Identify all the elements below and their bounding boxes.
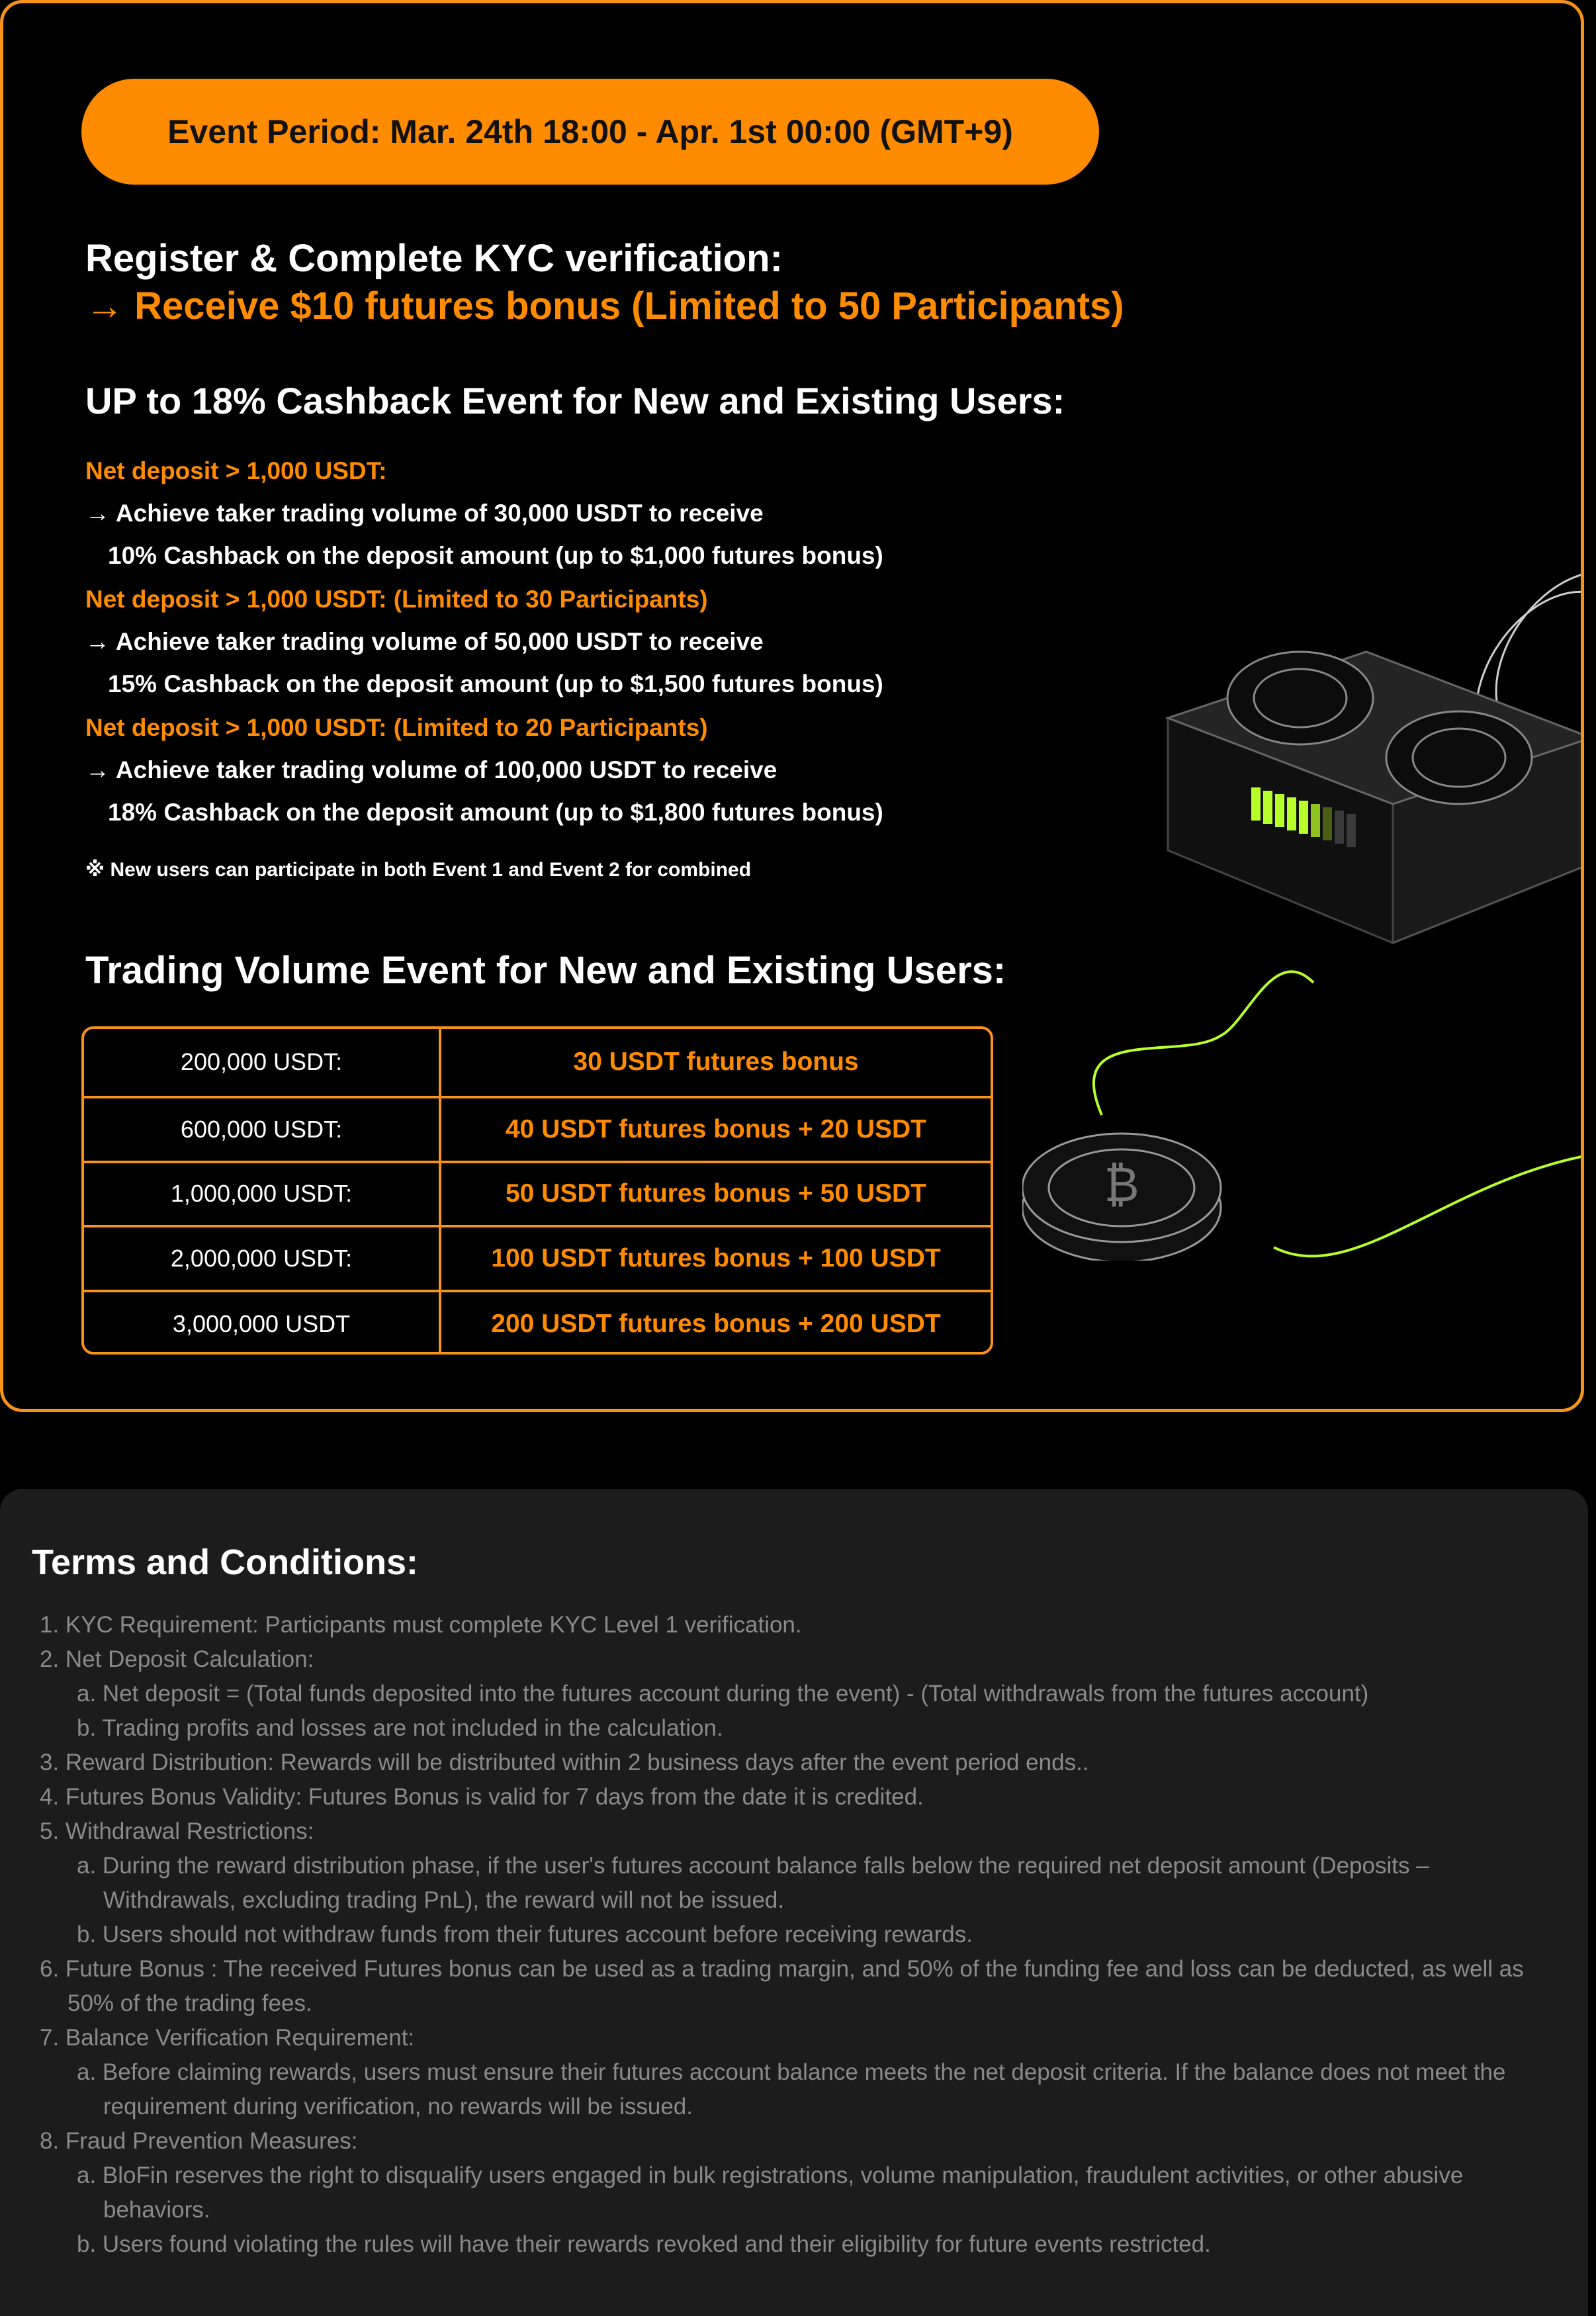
terms-line: a. BloFin reserves the right to disqualify users engaged in bulk registrations, volume manipulation, fraudulent activities, or other abusive [77,2162,1464,2188]
terms-line: 50% of the trading fees. [67,1990,312,2016]
volume-cell: 200,000 USDT: [84,1029,441,1096]
table-row [84,1098,991,1163]
device-body [1168,652,1584,943]
terms-line: 3. Reward Distribution: Rewards will be distributed within 2 business days after the event period ends.. [40,1750,1089,1775]
table-row [84,1292,991,1355]
terms-line: 6. Future Bonus : The received Futures bonus can be used as a trading margin, and 50% of the funding fee and loss can be deducted, as well as [40,1956,1524,1982]
terms-title: Terms and Conditions: [32,1542,419,1582]
tier-3-line2: 18% Cashback on the deposit amount (up to $1,800 futures bonus) [108,799,883,826]
terms-line: behaviors. [103,2197,210,2223]
volume-cell: 3,000,000 USDT [84,1292,441,1355]
tier-3-condition: Net deposit > 1,000 USDT: (Limited to 20 Participants) [85,714,708,741]
tier-3-line1: → Achieve taker trading volume of 100,000 USDT to receive [85,756,777,783]
kyc-title: Register & Complete KYC verification: [85,237,783,280]
tier-1-line2: 10% Cashback on the deposit amount (up to $1,000 futures bonus) [108,542,883,569]
terms-line: 4. Futures Bonus Validity: Futures Bonus is valid for 7 days from the date it is credited. [40,1784,924,1810]
tier-1-line1: → Achieve taker trading volume of 30,000 USDT to receive [85,500,764,527]
terms-line: b. Trading profits and losses are not included in the calculation. [77,1715,723,1741]
tier-2-line1: → Achieve taker trading volume of 50,000 USDT to receive [85,628,764,655]
terms-line: b. Users should not withdraw funds from their futures account before receiving rewards. [77,1922,973,1947]
mining-device-illustration [1022,519,1584,1261]
volume-cell: 2,000,000 USDT: [84,1227,441,1290]
tier-2-condition: Net deposit > 1,000 USDT: (Limited to 30 Participants) [85,586,708,613]
terms-line: b. Users found violating the rules will have their rewards revoked and their eligibility for future events restricted. [77,2231,1211,2257]
table-row [84,1163,991,1228]
cashback-title: UP to 18% Cashback Event for New and Existing Users: [85,380,1065,422]
volume-cell: 1,000,000 USDT: [84,1163,441,1225]
bitcoin-coin-icon [1022,1134,1221,1261]
event-period-pill: Event Period: Mar. 24th 18:00 - Apr. 1st 00:00 (GMT+9) [81,79,1099,185]
reward-cell: 50 USDT futures bonus + 50 USDT [505,1179,927,1208]
terms-panel [0,1489,1588,2316]
terms-line: 1. KYC Requirement: Participants must complete KYC Level 1 verification. [40,1612,802,1638]
kyc-reward: → Receive $10 futures bonus (Limited to 50 Participants) [85,285,1124,328]
terms-line: a. Before claiming rewards, users must ensure their futures account balance meets the net deposit criteria. If the balance does not meet the [77,2059,1506,2085]
combined-note: ※ New users can participate in both Event 1 and Event 2 for combined [85,859,752,881]
svg-text:₿: ₿ [1104,1157,1139,1212]
terms-line: 2. Net Deposit Calculation: [40,1646,314,1672]
terms-line: Withdrawals, excluding trading PnL), the reward will not be issued. [103,1887,785,1913]
terms-line: a. During the reward distribution phase, if the user's futures account balance falls below the required net deposit amount (Deposits – [77,1853,1429,1879]
table-row [84,1227,991,1292]
terms-line: requirement during verification, no rewards will be issued. [103,2094,693,2119]
terms-line: 7. Balance Verification Requirement: [40,2025,415,2051]
tier-1-condition: Net deposit > 1,000 USDT: [85,457,387,484]
volume-table [81,1026,993,1355]
reward-cell: 30 USDT futures bonus [573,1047,859,1077]
reward-cell: 40 USDT futures bonus + 20 USDT [505,1114,927,1143]
reward-cell: 100 USDT futures bonus + 100 USDT [491,1243,941,1272]
terms-line: a. Net deposit = (Total funds deposited into the futures account during the event) - (Total withdrawals from the futures account) [77,1681,1369,1707]
reward-cell: 200 USDT futures bonus + 200 USDT [491,1310,941,1339]
tier-2-line2: 15% Cashback on the deposit amount (up to $1,500 futures bonus) [108,670,883,697]
table-row [84,1029,991,1098]
volume-cell: 600,000 USDT: [84,1098,441,1161]
terms-line: 5. Withdrawal Restrictions: [40,1818,314,1844]
terms-line: 8. Fraud Prevention Measures: [40,2128,358,2154]
volume-title: Trading Volume Event for New and Existing Users: [85,949,1006,992]
